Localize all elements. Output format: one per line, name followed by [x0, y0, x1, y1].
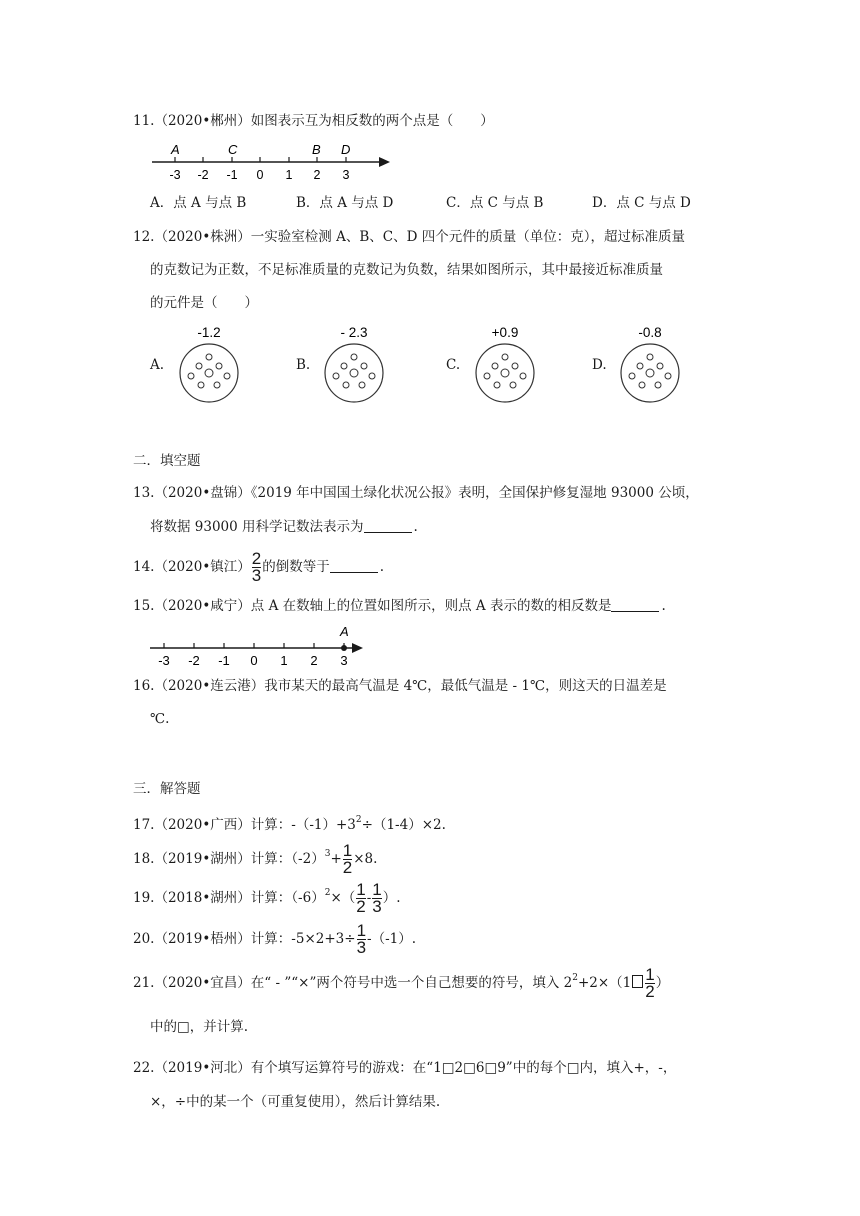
exponent: 3 [324, 849, 331, 859]
numerator: 1 [356, 880, 366, 899]
denominator: 3 [372, 897, 382, 916]
tick-label: -3 [158, 653, 170, 668]
q13-period: . [413, 519, 418, 535]
tick-label: -2 [197, 168, 209, 182]
denominator: 2 [645, 982, 655, 1001]
q16-line1: 16.（2020•连云港）我市某天的最高气温是 4℃，最低气温是 - 1℃，则这天的日温差是 [133, 678, 667, 694]
section-title-fill-in: 二．填空题 [133, 453, 201, 469]
q18-prefix: 18.（2019•湖州）计算：（-2） [133, 851, 325, 867]
answer-blank [364, 518, 412, 533]
q11-option-c: C．点 C 与点 B [446, 195, 544, 211]
q21-close: ） [655, 975, 670, 991]
q18-stem [133, 843, 377, 876]
q14-text: 的倒数等于 [262, 559, 330, 575]
tick-label: 3 [340, 653, 348, 668]
fraction [356, 882, 365, 915]
q20-stem [133, 923, 416, 956]
fraction [357, 923, 366, 956]
q14-stem [133, 551, 384, 584]
q13-line1: 13.（2020•盘锦）《2019 年中国国土绿化状况公报》表明，全国保护修复湿地 93000 公顷， [133, 485, 699, 501]
q12-component-a [172, 322, 246, 404]
q14-prefix: 14.（2020•镇江） [133, 559, 251, 575]
q21-line2: 中的□，并计算. [150, 1019, 249, 1035]
q12-component-d [613, 322, 687, 404]
tick-label: -1 [218, 653, 230, 668]
q12-component-b [317, 322, 391, 404]
fraction [252, 551, 261, 584]
tick-label: -3 [169, 168, 181, 182]
plus-sign: + [330, 851, 342, 867]
point-label-b: B [312, 142, 321, 157]
q16-line2: ℃. [150, 711, 170, 727]
q13-text: 将数据 93000 用科学记数法表示为 [150, 519, 364, 535]
denominator: 3 [356, 938, 367, 957]
blank-box [632, 975, 643, 988]
tick-label: -2 [188, 653, 200, 668]
q12-option-b-letter: B. [296, 357, 311, 373]
q12-component-c [468, 322, 542, 404]
fraction [343, 843, 352, 876]
component-value: - 2.3 [340, 325, 368, 340]
point-label-a: A [340, 624, 349, 639]
numerator: 1 [342, 841, 353, 860]
q19-mid: ×（ [330, 890, 356, 906]
q22-line1: 22.（2019•河北）有个填写运算符号的游戏：在“1□2□6□9”中的每个□内，填入+，-， [133, 1060, 677, 1076]
q22-line2: ×，÷中的某一个（可重复使用），然后计算结果. [150, 1094, 441, 1110]
q20-prefix: 20.（2019•梧州）计算：-5×2+3÷ [133, 931, 356, 947]
q15-number-line [148, 620, 370, 668]
numerator: 1 [356, 921, 367, 940]
denominator: 2 [342, 858, 353, 877]
q21-line1 [133, 967, 669, 1000]
q12-option-d-letter: D. [592, 357, 607, 373]
q13-line2 [150, 518, 418, 536]
exponent: 2 [572, 973, 578, 983]
q12-stem-line1: 12.（2020•株洲）一实验室检测 A、B、C、D 四个元件的质量（单位：克），超过标准质量 [133, 229, 685, 245]
tick-label: 3 [342, 168, 350, 182]
section-title-solve: 三．解答题 [133, 781, 201, 797]
q15-period: . [661, 598, 666, 614]
denominator: 2 [356, 897, 366, 916]
q15-text: 15.（2020•咸宁）点 A 在数轴上的位置如图所示，则点 A 表示的数的相反数是 [133, 598, 612, 614]
answer-blank [330, 558, 378, 573]
minus-sign: - [366, 890, 372, 906]
q19-stem [133, 882, 401, 915]
q11-number-line [150, 138, 395, 182]
tick-label: 1 [280, 653, 288, 668]
q11-option-d: D．点 C 与点 D [592, 195, 691, 211]
q20-suffix: -（-1）. [367, 931, 417, 947]
point-label-c: C [228, 142, 238, 157]
exponent: 2 [355, 815, 362, 825]
q11-option-a: A．点 A 与点 B [150, 195, 247, 211]
tick-label: 0 [250, 653, 258, 668]
point-a-dot [341, 645, 347, 651]
exponent: 2 [324, 888, 331, 898]
answer-blank [611, 597, 659, 612]
point-label-a: A [171, 142, 180, 157]
q12-stem-line3: 的元件是（ ） [150, 295, 258, 311]
component-value: +0.9 [491, 325, 519, 340]
q17-stem [133, 811, 446, 834]
q15-stem [133, 597, 666, 615]
q19-prefix: 19.（2018•湖州）计算：（-6） [133, 890, 325, 906]
q19-suffix: ）. [382, 890, 401, 906]
tick-label: 2 [310, 653, 318, 668]
tick-label: -1 [226, 168, 238, 182]
tick-label: 2 [313, 168, 321, 182]
q14-period: . [379, 559, 385, 575]
tick-label: 0 [256, 168, 264, 182]
denominator: 3 [251, 566, 262, 585]
q17-prefix: 17.（2020•广西）计算：-（-1）+3 [133, 817, 356, 833]
q12-option-c-letter: C. [446, 357, 461, 373]
point-label-d: D [341, 142, 351, 157]
q11-option-b: B．点 A 与点 D [296, 195, 394, 211]
numerator: 2 [251, 549, 262, 568]
component-value: -1.2 [197, 325, 221, 340]
component-value: -0.8 [638, 325, 662, 340]
q12-stem-line2: 的克数记为正数，不足标准质量的克数记为负数，结果如图所示，其中最接近标准质量 [150, 262, 663, 278]
tick-label: 1 [285, 168, 293, 182]
q11-stem: 11.（2020•郴州）如图表示互为相反数的两个点是（ ） [133, 113, 494, 129]
q17-suffix: ÷（1-4）×2. [361, 817, 446, 833]
numerator: 1 [372, 880, 382, 899]
q21-prefix: 21.（2020•宜昌）在“ - ”“×”两个符号中选一个自己想要的符号，填入 2 [133, 975, 573, 991]
fraction [645, 967, 654, 1000]
q18-suffix: ×8. [353, 851, 378, 867]
q12-option-a-letter: A. [150, 357, 165, 373]
fraction [372, 882, 381, 915]
q21-mid: +2×（1 [577, 975, 632, 991]
numerator: 1 [645, 965, 655, 984]
